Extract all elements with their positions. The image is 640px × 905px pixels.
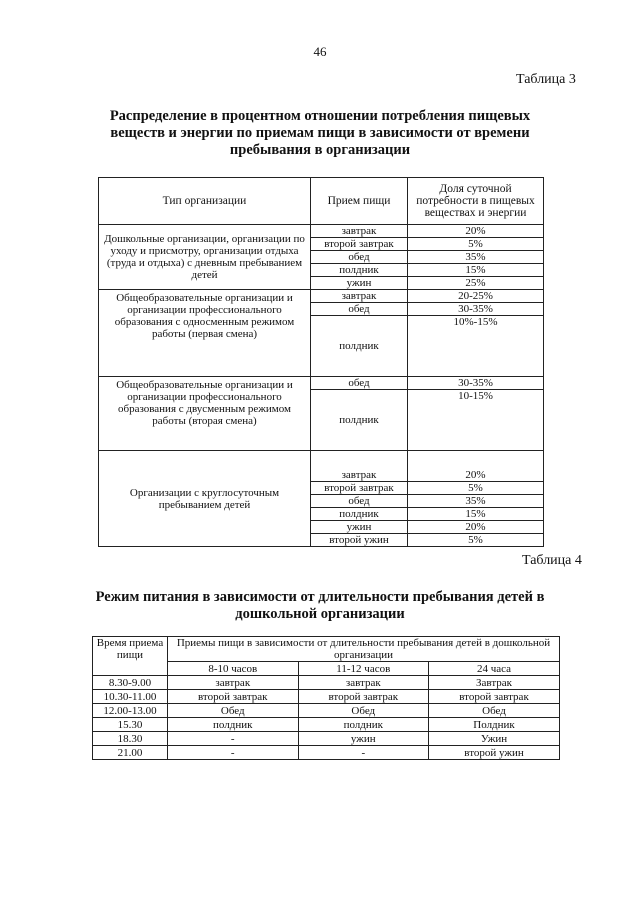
- page-number: 46: [313, 44, 327, 59]
- spacer-cell: [311, 451, 408, 470]
- header-meal-group: Приемы пищи в зависимости от длительности пребывания детей в дошкольной организации: [168, 637, 560, 662]
- share-cell: 10-15%: [408, 390, 544, 451]
- meal-cell: второй завтрак: [311, 482, 408, 495]
- org-cell: Дошкольные организации, организации по уходу и присмотру, организации отдыха (труда и отдыха) с дневным пребыванием детей: [99, 225, 311, 290]
- meal-cell: -: [298, 746, 429, 760]
- meal-cell: полдник: [311, 264, 408, 277]
- meal-cell: завтрак: [168, 676, 299, 690]
- meal-cell: завтрак: [311, 290, 408, 303]
- share-cell: 20%: [408, 521, 544, 534]
- meal-cell: ужин: [311, 277, 408, 290]
- table-row: [93, 732, 560, 746]
- share-cell: 25%: [408, 277, 544, 290]
- meal-cell: Ужин: [429, 732, 560, 746]
- org-cell: Организации с круглосуточным пребыванием детей: [99, 451, 311, 547]
- table3-label: Таблица 3: [516, 72, 576, 87]
- meal-cell: Обед: [298, 704, 429, 718]
- meal-cell: полдник: [168, 718, 299, 732]
- table-row: [93, 690, 560, 704]
- table-row: [93, 704, 560, 718]
- share-cell: 30-35%: [408, 377, 544, 390]
- time-cell: 15.30: [93, 718, 168, 732]
- header-meal: Прием пищи: [311, 178, 408, 225]
- duration-cell: 8-10 часов: [168, 662, 299, 676]
- org-cell: Общеобразовательные организации и организации профессионального образования с двусменным режимом работы (вторая смена): [99, 377, 311, 451]
- meal-cell: ужин: [298, 732, 429, 746]
- table-row: [93, 718, 560, 732]
- meal-cell: Полдник: [429, 718, 560, 732]
- meal-cell: завтрак: [311, 469, 408, 482]
- table3-header-row: [99, 178, 544, 225]
- duration-cell: 11-12 часов: [298, 662, 429, 676]
- share-cell: 5%: [408, 534, 544, 547]
- meal-cell: ужин: [311, 521, 408, 534]
- share-cell: 15%: [408, 264, 544, 277]
- table4-header-row: [93, 637, 560, 662]
- header-meal-time: Время приема пищи: [93, 637, 168, 676]
- table-row: [93, 676, 560, 690]
- table3-title: Распределение в процентном отношении потребления пищевых веществ и энергии по приемам пищи в зависимости от времени пребывания в организации: [109, 108, 531, 158]
- meal-cell: полдник: [298, 718, 429, 732]
- header-org-type: Тип организации: [99, 178, 311, 225]
- meal-cell: Обед: [429, 704, 560, 718]
- table-row: [99, 451, 544, 470]
- meal-cell: обед: [311, 303, 408, 316]
- meal-cell: второй завтрак: [311, 238, 408, 251]
- table4-title: Режим питания в зависимости от длительности пребывания детей в дошкольной организации: [95, 589, 545, 622]
- meal-cell: завтрак: [311, 225, 408, 238]
- share-cell: 30-35%: [408, 303, 544, 316]
- share-cell: 5%: [408, 238, 544, 251]
- time-cell: 18.30: [93, 732, 168, 746]
- share-cell: 35%: [408, 495, 544, 508]
- meal-cell: полдник: [311, 390, 408, 451]
- org-cell: Общеобразовательные организации и организации профессионального образования с односменным режимом работы (первая смена): [99, 290, 311, 377]
- meal-cell: второй ужин: [311, 534, 408, 547]
- share-cell: 35%: [408, 251, 544, 264]
- meal-cell: обед: [311, 377, 408, 390]
- meal-cell: полдник: [311, 508, 408, 521]
- meal-cell: Обед: [168, 704, 299, 718]
- table-row: [99, 377, 544, 390]
- table-row: [99, 225, 544, 238]
- table4: [92, 636, 560, 760]
- time-cell: 21.00: [93, 746, 168, 760]
- meal-cell: второй завтрак: [298, 690, 429, 704]
- share-cell: 15%: [408, 508, 544, 521]
- share-cell: 20%: [408, 225, 544, 238]
- spacer-cell: [408, 451, 544, 470]
- meal-cell: обед: [311, 495, 408, 508]
- meal-cell: обед: [311, 251, 408, 264]
- share-cell: 5%: [408, 482, 544, 495]
- header-share: Доля суточной потребности в пищевых веществах и энергии: [408, 178, 544, 225]
- duration-cell: 24 часа: [429, 662, 560, 676]
- table-row: [93, 746, 560, 760]
- share-cell: 10%-15%: [408, 316, 544, 377]
- meal-cell: второй ужин: [429, 746, 560, 760]
- meal-cell: второй завтрак: [168, 690, 299, 704]
- table4-label: Таблица 4: [522, 553, 582, 568]
- meal-cell: -: [168, 732, 299, 746]
- time-cell: 8.30-9.00: [93, 676, 168, 690]
- meal-cell: полдник: [311, 316, 408, 377]
- meal-cell: завтрак: [298, 676, 429, 690]
- meal-cell: Завтрак: [429, 676, 560, 690]
- share-cell: 20-25%: [408, 290, 544, 303]
- time-cell: 10.30-11.00: [93, 690, 168, 704]
- share-cell: 20%: [408, 469, 544, 482]
- time-cell: 12.00-13.00: [93, 704, 168, 718]
- meal-cell: -: [168, 746, 299, 760]
- table3: [98, 177, 544, 547]
- table-row: [99, 290, 544, 303]
- meal-cell: второй завтрак: [429, 690, 560, 704]
